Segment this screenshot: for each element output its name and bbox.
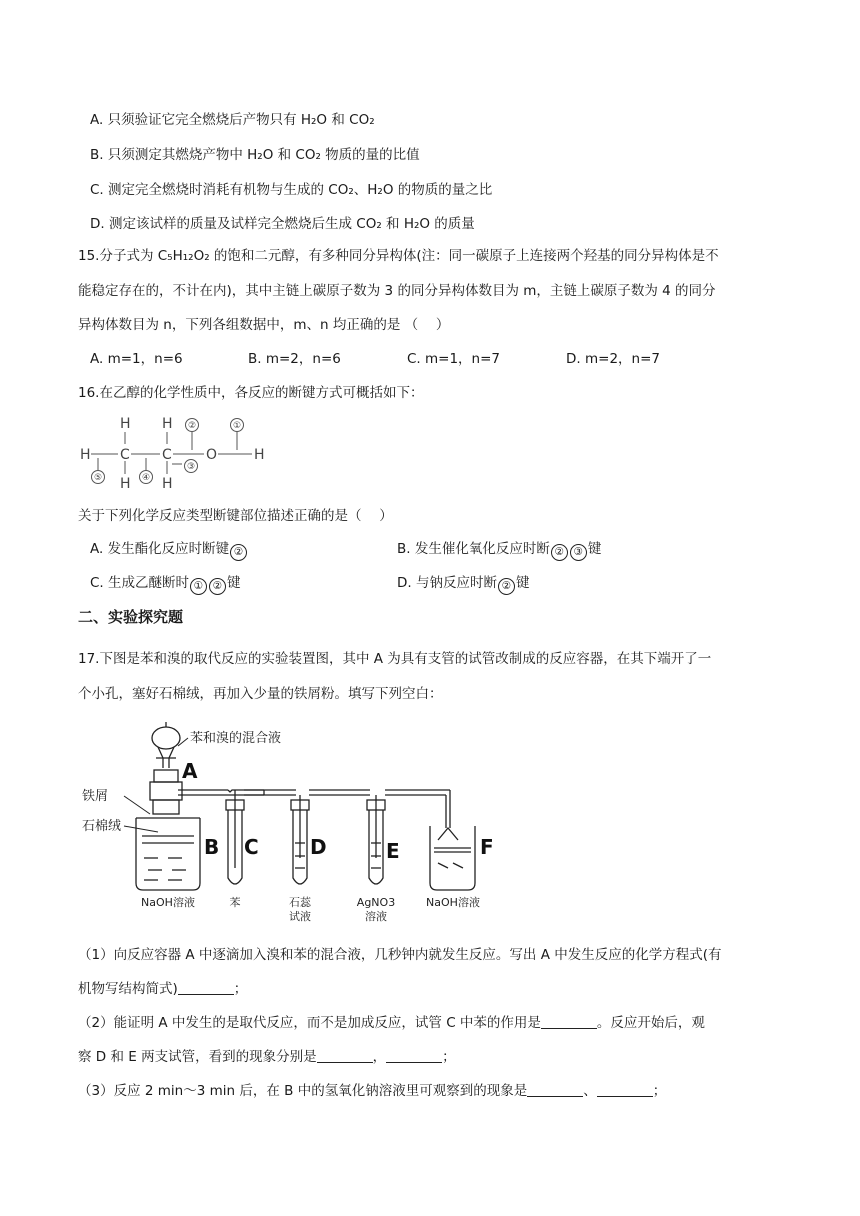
q14-option-d: D. 测定该试样的质量及试样完全燃烧后生成 CO₂ 和 H₂O 的质量 [90,216,475,232]
q16-option-a-text: A. 发生酯化反应时断键 [90,541,230,557]
reagent-d-1: 石蕊 [289,896,311,909]
reagent-d-2: 试液 [289,910,311,923]
q16-option-c-suffix: 键 [227,575,241,591]
asbestos-label: 石棉绒 [82,819,122,834]
q16-option-b-bond-2: ③ [570,544,587,561]
answer-blank-5[interactable] [527,1082,583,1097]
q15-option-c: C. m=1，n=7 [407,351,501,367]
answer-blank-2[interactable] [541,1014,597,1029]
q17-part3-text: （3）反应 2 min～3 min 后，在 B 中的氢氧化钠溶液里可观察到的现象是 [78,1083,528,1099]
iron-label: 铁屑 [82,789,109,804]
q16-option-d [397,573,529,595]
q17-stem-line1: 17.下图是苯和溴的取代反应的实验装置图，其中 A 为具有支管的试管改制成的反应容器，在其下端开了一 [78,651,712,667]
q17-part2b-mid: ， [372,1049,387,1065]
q15-stem-line1: 15.分子式为 C₅H₁₂O₂ 的饱和二元醇，有多种同分异构体(注：同一碳原子上连接两个羟基的同分异构体是不 [78,248,719,264]
struct-top-h2: H [162,416,173,432]
bond-label-4: ④ [141,473,151,483]
q17-part3-mid: 、 [583,1083,597,1099]
q14-option-b: B. 只须测定其燃烧产物中 H₂O 和 CO₂ 物质的量的比值 [90,147,420,163]
answer-blank-4[interactable] [386,1048,442,1063]
struct-atom-o: O [206,447,218,463]
bond-label-5: ⑤ [93,473,103,483]
q16-option-c [90,573,241,595]
section-heading: 二、实验探究题 [78,608,184,626]
q17-part3-end: ； [652,1083,667,1099]
q15-option-a: A. m=1，n=6 [90,351,183,367]
q17-part2-text: （2）能证明 A 中发生的是取代反应，而不是加成反应，试管 C 中苯的作用是 [78,1015,541,1031]
letter-f: F [480,835,494,859]
q16-option-a [90,539,248,561]
q17-part1-text: 机物写结构简式) [78,981,178,997]
q15-stem-line3: 异构体数目为 n，下列各组数据中，m、n 均正确的是 （ ） [78,317,450,333]
struct-atom-c1: C [120,447,130,463]
letter-c: C [244,835,259,859]
letter-b: B [204,835,220,859]
q16-option-d-suffix: 键 [515,575,530,591]
reagent-b: NaOH溶液 [141,896,195,909]
q17-stem-line2: 个小孔，塞好石棉绒，再加入少量的铁屑粉。填写下列空白： [78,686,443,702]
q16-option-b-bond-1: ② [551,544,568,561]
q14-option-a: A. 只须验证它完全燃烧后产物只有 H₂O 和 CO₂ [90,112,375,128]
q16-option-b [397,539,601,561]
q16-option-d-text: D. 与钠反应时断 [397,575,497,591]
q17-part1-end: ； [233,981,248,997]
bromination-apparatus-diagram [78,718,508,928]
q17-part2-end: 。反应开始后，观 [596,1015,705,1031]
funnel-label: 苯和溴的混合液 [190,731,282,746]
q17-part2b-end: ； [442,1049,456,1065]
struct-atom-h-left: H [80,447,91,463]
struct-bottom-h2: H [162,476,173,492]
q17-part2b-text: 察 D 和 E 两支试管，看到的现象分别是 [78,1049,317,1065]
answer-blank-1[interactable] [178,980,234,995]
q16-prompt: 关于下列化学反应类型断键部位描述正确的是（ ） [78,508,393,524]
letter-d: D [310,835,327,859]
struct-atom-h-right: H [254,447,265,463]
q16-option-b-text: B. 发生催化氧化反应时断 [397,541,550,557]
q17-part2-line2 [78,1047,456,1067]
q15-option-b: B. m=2，n=6 [248,351,341,367]
ethanol-structure-diagram [70,414,280,494]
answer-blank-3[interactable] [317,1048,373,1063]
struct-bottom-h1: H [120,476,131,492]
bond-label-1: ① [232,421,242,431]
q16-stem: 16.在乙醇的化学性质中，各反应的断键方式可概括如下： [78,385,424,401]
q17-part1-line2 [78,979,247,999]
bond-label-3: ③ [186,462,196,472]
letter-a: A [182,759,198,783]
q14-option-c: C. 测定完全燃烧时消耗有机物与生成的 CO₂、H₂O 的物质的量之比 [90,182,493,198]
reagent-c: 苯 [229,896,241,909]
q15-stem-line2: 能稳定存在的，不计在内)，其中主链上碳原子数为 3 的同分异构体数目为 m，主链上碳原子数为 4 的同分 [78,283,716,299]
bond-label-2: ② [187,421,197,431]
q16-option-b-suffix: 键 [587,541,602,557]
reagent-e-1: AgNO3 [356,896,396,909]
q15-option-d: D. m=2，n=7 [566,351,660,367]
answer-blank-6[interactable] [597,1082,653,1097]
q16-option-c-text: C. 生成乙醚断时 [90,575,190,591]
q16-option-a-bond: ② [230,544,247,561]
q16-option-c-bond-1: ① [190,578,207,595]
q16-option-c-bond-2: ② [209,578,226,595]
q16-option-d-bond: ② [498,578,515,595]
letter-e: E [386,839,400,863]
q17-part2-line1 [78,1013,705,1033]
struct-atom-c2: C [162,447,172,463]
reagent-f: NaOH溶液 [426,896,480,909]
reagent-e-2: 溶液 [365,910,387,923]
q17-part1-line1: （1）向反应容器 A 中逐滴加入溴和苯的混合液，几秒钟内就发生反应。写出 A 中发生反应的化学方程式(有 [78,947,722,963]
q17-part3-line1 [78,1081,666,1101]
struct-top-h1: H [120,416,131,432]
